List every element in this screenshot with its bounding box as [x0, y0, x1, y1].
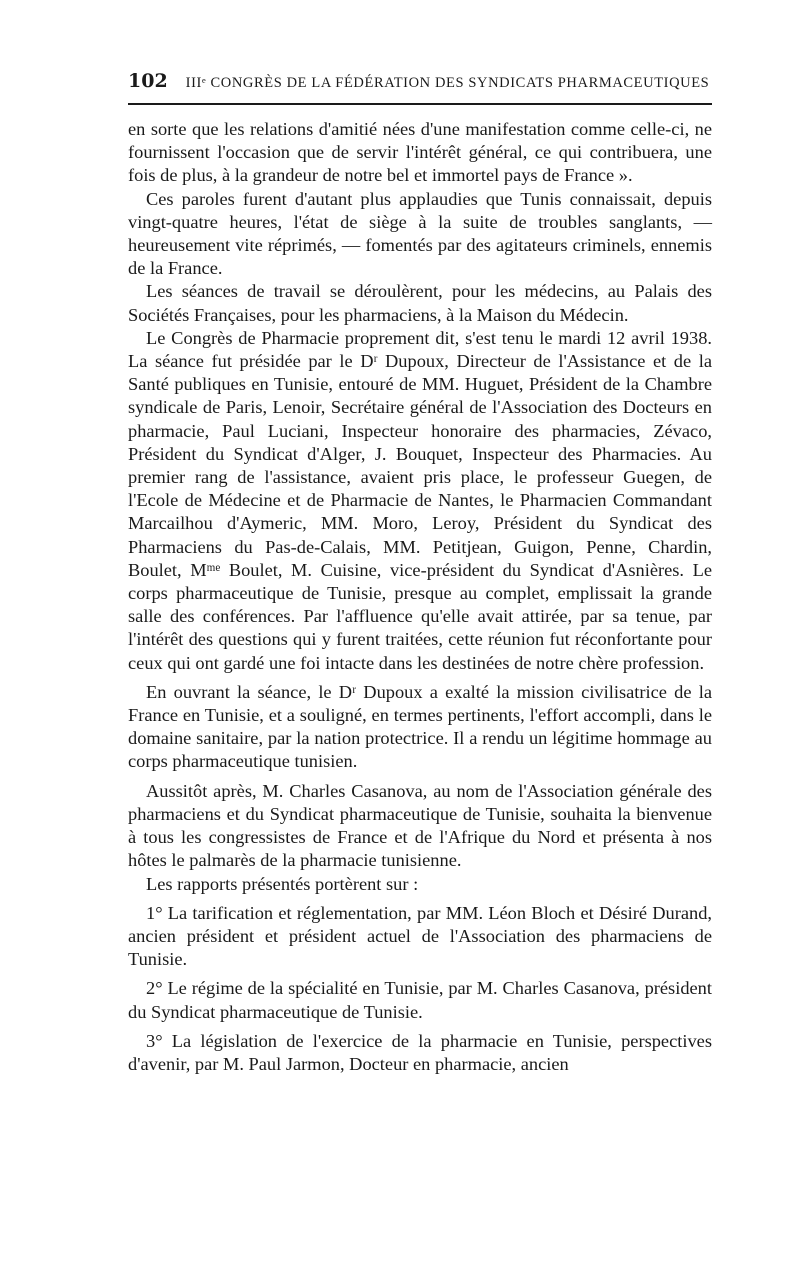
running-title: IIIᵉ CONGRÈS DE LA FÉDÉRATION DES SYNDICATS PHARMACEUTIQUES	[185, 75, 710, 91]
paragraph: Les séances de travail se déroulèrent, pour les médecins, au Palais des Sociétés Françaises, pour les pharmaciens, à la Maison du Médecin.	[128, 281, 712, 325]
paragraph: Aussitôt après, M. Charles Casanova, au nom de l'Association générale des pharmaciens et du Syndicat pharmaceutique de Tunisie, souhaita la bienvenue à tous les congressistes de France et de l'Afrique du Nord et présenta à nos hôtes le palmarès de la pharmacie tunisienne.	[128, 780, 712, 871]
paragraph: 1° La tarification et réglementation, par MM. Léon Bloch et Désiré Durand, ancien président et président actuel de l'Association des pharmaciens de Tunisie.	[128, 902, 712, 970]
paragraph: Le Congrès de Pharmacie proprement dit, s'est tenu le mardi 12 avril 1938. La séance fut présidée par le Dʳ Dupoux, Directeur de l'Assistance et de la Santé publiques en Tunisie, entouré de MM. Huguet, Président de la Chambre syndicale de Paris, Lenoir, Secrétaire général de l'Association des Docteurs en pharmacie, Paul Luciani, Inspecteur honoraire des pharmacies, Zévaco, Président du Syndicat d'Alger, J. Bouquet, Inspecteur des Pharmacies. Au premier rang de l'assistance, avaient pris place, le professeur Guegen, de l'Ecole de Médecine et de Pharmacie de Nantes, le Pharmacien Commandant Marcailhou d'Aymeric, MM. Moro, Leroy, Président du Syndicat des Pharmaciens du Pas-de-Calais, MM. Petitjean, Guigon, Penne, Chardin, Boulet, Mᵐᵉ Boulet, M. Cuisine, vice-président du Syndicat d'Asnières. Le corps pharmaceutique de Tunisie, presque au complet, emplissait la grande salle des conférences. Par l'affluence qu'elle avait attirée, par sa tenue, par l'intérêt des questions qui y furent traitées, cette réunion fut réconfortante pour ceux qui ont gardé une foi intacte dans les destinées de notre chère profession.	[128, 327, 712, 673]
page-number: 102	[128, 70, 168, 92]
paragraph: en sorte que les relations d'amitié nées d'une manifestation comme celle-ci, ne fournissent l'occasion que de servir l'intérêt général, ce qui contribuera, une fois de plus, à la grandeur de notre bel et immortel pays de France ».	[128, 119, 712, 186]
paragraph: Ces paroles furent d'autant plus applaudies que Tunis connaissait, depuis vingt-quatre heures, l'état de siège à la suite de troubles sanglants, — heureusement vite réprimés, — fomentés par des agitateurs criminels, ennemis de la France.	[128, 188, 712, 279]
page-header	[128, 70, 712, 92]
paragraph: En ouvrant la séance, le Dʳ Dupoux a exalté la mission civilisatrice de la France en Tunisie, et a souligné, en termes pertinents, l'effort accompli, dans le domaine sanitaire, par la nation protectrice. Il a rendu un légitime hommage au corps pharmaceutique tunisien.	[128, 681, 712, 772]
paragraph: 2° Le régime de la spécialité en Tunisie, par M. Charles Casanova, président du Syndicat pharmaceutique de Tunisie.	[128, 978, 712, 1022]
body-text	[128, 118, 712, 1076]
header-rule	[128, 103, 712, 105]
paragraph: Les rapports présentés portèrent sur :	[146, 873, 419, 894]
paragraph: 3° La législation de l'exercice de la pharmacie en Tunisie, perspectives d'avenir, par M. Paul Jarmon, Docteur en pharmacie, ancien	[128, 1030, 712, 1074]
